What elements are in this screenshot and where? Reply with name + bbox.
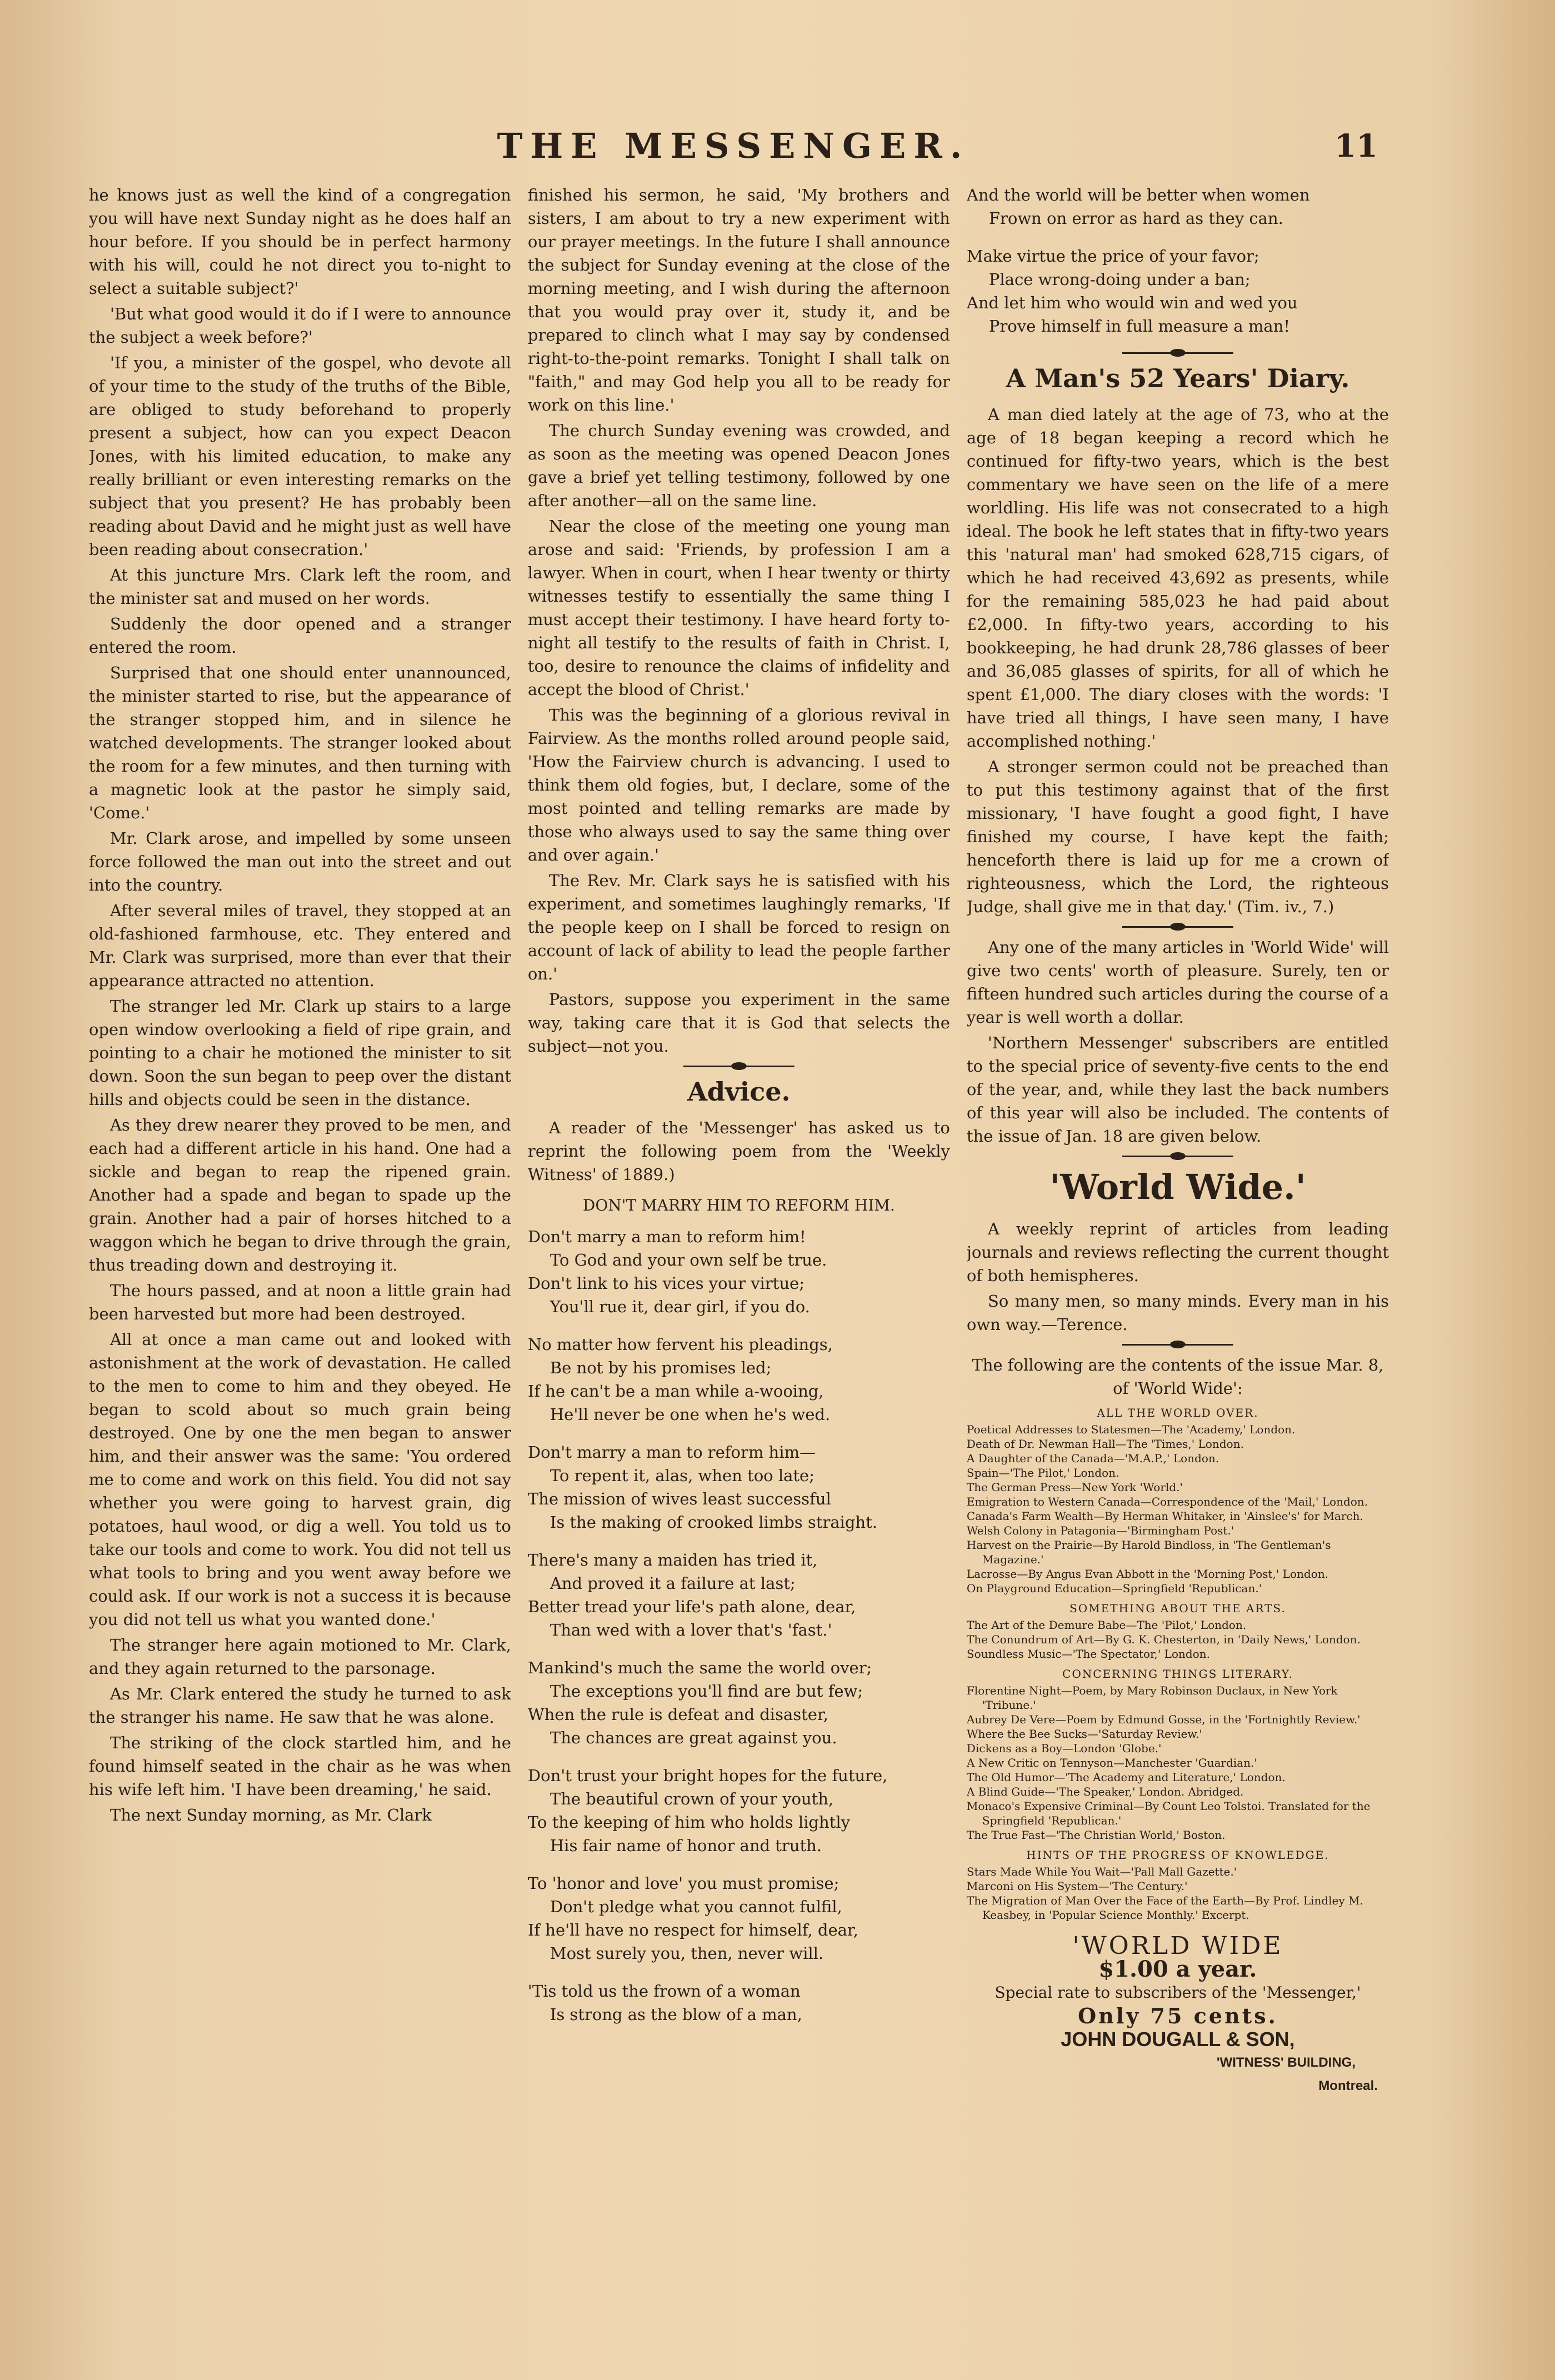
publisher-name: JOHN DOUGALL & SON,: [1061, 2028, 1295, 2051]
poem-line: The chances are great against you.: [550, 1728, 837, 1747]
poem-stanza: [967, 244, 1389, 338]
poem-line: Most surely you, then, never will.: [550, 1944, 824, 1963]
poem-line: 'Tis told us the frown of a woman: [528, 1982, 801, 2001]
paragraph: Near the close of the meeting one young man arose and said: 'Friends, by profession I am a lawyer. When in court, when I hear twenty or thirty witnesses testify to essentially the same thing I must accept their testimony. I have heard forty to-night all testify to the results of faith in Christ. I, too, desire to renounce the claims of infidelity and accept the blood of Christ.': [528, 517, 950, 699]
world-wide-subscription-box: [967, 1934, 1389, 2098]
poem-line: There's many a maiden has tried it,: [528, 1551, 818, 1569]
paragraph: finished his sermon, he said, 'My brothers and sisters, I am about to try a new experiment with our prayer meetings. In the future I shall announce the subject for Sunday evening at the close of the morning meeting, and I wish during the afternoon that you would pray over it, study it, and be prepared to clinch what I may say by condensed right-to-the-point remarks. Tonight I shall talk on "faith," and may God help you all to be ready for work on this line.': [528, 186, 950, 414]
paragraph: The striking of the clock startled him, and he found himself seated in the chair as he was when his wife left him. 'I have been dreaming,' he said.: [89, 1733, 511, 1799]
paragraph: The next Sunday morning, as Mr. Clark: [110, 1806, 432, 1824]
poem-line: The exceptions you'll find are but few;: [550, 1682, 863, 1701]
poem-line: Don't pledge what you cannot fulfil,: [550, 1897, 842, 1916]
poem-line: Don't link to his vices your virtue;: [528, 1274, 805, 1293]
contents-entry: The Old Humor—'The Academy and Literature,' London.: [967, 1771, 1286, 1784]
publisher-city: Montreal.: [1318, 2078, 1378, 2093]
poem-line: Frown on error as hard as they can.: [989, 209, 1283, 228]
poem-line: Don't marry a man to reform him!: [528, 1227, 806, 1246]
poem-line: Place wrong-doing under a ban;: [989, 270, 1251, 289]
divider-rule: [1122, 352, 1233, 354]
world-wide-motto: So many men, so many minds. Every man in his own way.—Terence.: [967, 1292, 1389, 1334]
contents-entry: Welsh Colony in Patagonia—'Birmingham Post.': [967, 1524, 1234, 1537]
contents-entry: Harvest on the Prairie—By Harold Bindloss, in 'The Gentleman's Magazine.': [967, 1538, 1331, 1566]
poem-stanza: [528, 1656, 950, 1749]
contents-section-title: SOMETHING ABOUT THE ARTS.: [1069, 1602, 1286, 1615]
paragraph: 'Northern Messenger' subscribers are entitled to the special price of seventy-five cents to the end of the year, and, while they last the back numbers of this year will also be included. The contents of the issue of Jan. 18 are given below.: [967, 1033, 1389, 1146]
advice-intro: A reader of the 'Messenger' has asked us to reprint the following poem from the 'Weekly Witness' of 1889.): [528, 1118, 950, 1184]
contents-section: [967, 1848, 1389, 1922]
poem-line: To 'honor and love' you must promise;: [528, 1874, 839, 1893]
poem-line: Is the making of crooked limbs straight.: [550, 1513, 878, 1532]
poem-line: Don't marry a man to reform him—: [528, 1443, 816, 1462]
world-wide-intro: A weekly reprint of articles from leading journals and reviews reflecting the current thought of both hemispheres.: [967, 1219, 1389, 1285]
paragraph: 'If you, a minister of the gospel, who devote all of your time to the study of the truths of the Bible, are obliged to study beforehand to properly present a subject, how can you expect Deacon Jones, with his limited education, to make any really brilliant or even interesting remarks on the subject that you present? He has probably been reading about David and he might just as well have been reading about consecration.': [89, 353, 511, 559]
paragraph: 'But what good would it do if I were to announce the subject a week before?': [89, 304, 511, 347]
world-wide-only-price: Only 75 cents.: [1078, 2003, 1278, 2028]
poem-line: And let him who would win and wed you: [967, 293, 1298, 312]
advice-heading: Advice.: [687, 1077, 791, 1107]
divider-rule: [1122, 1344, 1233, 1346]
poem-stanza: [528, 1225, 950, 1318]
contents-entry: Monaco's Expensive Criminal—By Count Leo Tolstoi. Translated for the Springfield 'Republican.': [967, 1799, 1371, 1827]
contents-entry: The Migration of Man Over the Face of the Earth—By Prof. Lindley M. Keasbey, in 'Popular Science Monthly.' Excerpt.: [967, 1894, 1363, 1922]
contents-entry: Aubrey De Vere—Poem by Edmund Gosse, in the 'Fortnightly Review.': [967, 1713, 1361, 1726]
contents-entry: On Playground Education—Springfield 'Republican.': [967, 1582, 1262, 1595]
contents-entry: A New Critic on Tennyson—Manchester 'Guardian.': [967, 1756, 1257, 1769]
paragraph: This was the beginning of a glorious revival in Fairview. As the months rolled around people said, 'How the Fairview church is advancing. I used to think them old fogies, but, I declare, some of the most pointed and telling remarks are made by those who always used to say the same thing over and over again.': [528, 706, 950, 864]
contents-entry: Emigration to Western Canada—Correspondence of the 'Mail,' London.: [967, 1495, 1368, 1508]
poem-stanza: [528, 1333, 950, 1426]
paragraph: he knows just as well the kind of a congregation you will have next Sunday night as he does half an hour before. If you should be in perfect harmony with his will, could he not direct you to-night to select a suitable subject?': [89, 186, 511, 298]
poem-line: Than wed with a lover that's 'fast.': [550, 1621, 832, 1639]
poem-line: You'll rue it, dear girl, if you do.: [550, 1297, 810, 1316]
poem-line: Better tread your life's path alone, dear,: [528, 1597, 856, 1616]
poem-title: DON'T MARRY HIM TO REFORM HIM.: [583, 1196, 895, 1214]
contents-entry: Death of Dr. Newman Hall—The 'Times,' London.: [967, 1437, 1244, 1451]
divider-rule: [1122, 1156, 1233, 1157]
world-wide-contents-intro: The following are the contents of the issue Mar. 8, of 'World Wide':: [972, 1356, 1384, 1398]
paragraph: Pastors, suppose you experiment in the same way, taking care that it is God that selects the subject—not you.: [528, 990, 950, 1056]
contents-entry: Lacrosse—By Angus Evan Abbott in the 'Morning Post,' London.: [967, 1567, 1329, 1581]
paragraph: Any one of the many articles in 'World Wide' will give two cents' worth of pleasure. Surely, ten or fifteen hundred such articles during the course of a year is well worth a dollar.: [967, 938, 1389, 1027]
contents-entry: The Conundrum of Art—By G. K. Chesterton, in 'Daily News,' London.: [967, 1633, 1361, 1646]
poem-line: If he can't be a man while a-wooing,: [528, 1382, 824, 1401]
poem-line: The mission of wives least successful: [528, 1489, 831, 1508]
contents-entry: Florentine Night—Poem, by Mary Robinson Duclaux, in New York 'Tribune.': [967, 1684, 1338, 1712]
poem-line: His fair name of honor and truth.: [550, 1836, 822, 1855]
diary-heading: A Man's 52 Years' Diary.: [1006, 363, 1350, 393]
paragraph: A stronger sermon could not be preached than to put this testimony against that of the first missionary, 'I have fought a good fight, I have finished my course, I have kept the faith; henceforth there is laid up for me a crown of righteousness, which the Lord, the righteous Judge, shall give me in that day.' (Tim. iv., 7.): [967, 757, 1389, 916]
poem-line: To the keeping of him who holds lightly: [528, 1813, 851, 1832]
paragraph: The stranger led Mr. Clark up stairs to a large open window overlooking a field of ripe grain, and pointing to a chair he motioned the minister to sit down. Soon the sun began to peep over the distant hills and objects could be seen in the distance.: [89, 997, 511, 1109]
poem-stanza: [528, 1979, 950, 2026]
poem-line: And proved it a failure at last;: [550, 1574, 796, 1593]
poem-line: The beautiful crown of your youth,: [550, 1789, 834, 1808]
poem-line: And the world will be better when women: [967, 186, 1310, 204]
column-1: [89, 183, 511, 2328]
column-2: [528, 183, 950, 2328]
world-wide-price: $1.00 a year.: [1098, 1956, 1257, 1982]
contents-section: [967, 1667, 1389, 1842]
paragraph: Mr. Clark arose, and impelled by some unseen force followed the man out into the street and out into the country.: [89, 829, 511, 894]
paragraph: At this juncture Mrs. Clark left the room, and the minister sat and mused on her words.: [89, 566, 511, 608]
contents-entry: A Daughter of the Canada—'M.A.P.,' London.: [967, 1452, 1219, 1465]
poem-stanza: [528, 1764, 950, 1857]
publisher-address: 'WITNESS' BUILDING,: [1216, 2055, 1356, 2070]
contents-section-title: ALL THE WORLD OVER.: [1097, 1406, 1259, 1419]
masthead-title: THE MESSENGER.: [497, 126, 970, 166]
poem-stanza: [528, 1872, 950, 1965]
contents-entry: The Art of the Demure Babe—The 'Pilot,' London.: [967, 1618, 1247, 1632]
contents-section-title: CONCERNING THINGS LITERARY.: [1062, 1667, 1293, 1681]
divider-rule: [683, 1066, 794, 1067]
contents-entry: Dickens as a Boy—London 'Globe.': [967, 1742, 1162, 1755]
contents-entry: The True Fast—'The Christian World,' Boston.: [967, 1828, 1226, 1842]
poem-line: To God and your own self be true.: [550, 1251, 827, 1269]
world-wide-heading: 'World Wide.': [1049, 1167, 1306, 1207]
paragraph: A man died lately at the age of 73, who at the age of 18 began keeping a record which he continued for fifty-two years, which is the best commentary we have seen on the life of a mere worldling. His life was not consecrated to a high ideal. The book he left states that in fifty-two years this 'natural man' had smoked 628,715 cigars, of which he had received 43,692 as presents, while for the remaining 585,023 he had paid about £2,000. In fifty-two years, according to his bookkeeping, he had drunk 28,786 glasses of beer and 36,085 glasses of spirits, for all of which he spent £1,000. The diary closes with the words: 'I have tried all things, I have seen many, I have accomplished nothing.': [967, 405, 1389, 751]
poem-line: Be not by his promises led;: [550, 1358, 772, 1377]
contents-entry: Canada's Farm Wealth—By Herman Whitaker, in 'Ainslee's' for March.: [967, 1509, 1363, 1523]
contents-entry: Poetical Addresses to Statesmen—The 'Academy,' London.: [967, 1423, 1296, 1436]
contents-entry: A Blind Guide—'The Speaker,' London. Abridged.: [967, 1785, 1244, 1798]
poem-line: When the rule is defeat and disaster,: [528, 1705, 828, 1724]
paragraph: The Rev. Mr. Clark says he is satisfied with his experiment, and sometimes laughingly remarks, 'If the people keep on I shall be forced to resign on account of lack of ability to lead the people farther on.': [528, 871, 950, 983]
paragraph: As they drew nearer they proved to be men, and each had a different article in his hand. One had a sickle and began to reap the ripened grain. Another had a spade and began to spade up the grain. Another had a pair of horses hitched to a waggon which he began to drive through the grain, thus treading down and destroying it.: [89, 1116, 511, 1274]
poem-stanza: [528, 1441, 950, 1534]
masthead: [89, 121, 1378, 171]
paragraph: After several miles of travel, they stopped at an old-fashioned farmhouse, etc. They entered and Mr. Clark was surprised, more than ever that their appearance attracted no attention.: [89, 901, 511, 990]
paragraph: The hours passed, and at noon a little grain had been harvested but more had been destroyed.: [89, 1281, 511, 1323]
column-3: [967, 183, 1389, 2328]
poem-line: Make virtue the price of your favor;: [967, 247, 1259, 266]
paragraph: As Mr. Clark entered the study he turned to ask the stranger his name. He saw that he was alone.: [89, 1684, 511, 1727]
poem-line: Don't trust your bright hopes for the future,: [528, 1766, 888, 1785]
paragraph: Suddenly the door opened and a stranger entered the room.: [89, 614, 511, 657]
contents-section-title: HINTS OF THE PROGRESS OF KNOWLEDGE.: [1026, 1848, 1329, 1862]
poem-line: He'll never be one when he's wed.: [550, 1405, 831, 1424]
contents-entry: The German Press—New York 'World.': [967, 1481, 1183, 1494]
paragraph: The church Sunday evening was crowded, and as soon as the meeting was opened Deacon Jones gave a brief yet telling testimony, followed by one after another—all on the same line.: [528, 421, 950, 510]
paragraph: Surprised that one should enter unannounced, the minister started to rise, but the appearance of the stranger stopped him, and in silence he watched developments. The stranger looked about the room for a few minutes, and then turning with a magnetic look at the pastor he simply said, 'Come.': [89, 663, 511, 822]
poem-stanza: [528, 1548, 950, 1642]
contents-entry: Soundless Music—'The Spectator,' London.: [967, 1647, 1210, 1661]
page-number: 11: [1334, 128, 1378, 164]
contents-entry: Where the Bee Sucks—'Saturday Review.': [967, 1727, 1203, 1741]
poem-line: Mankind's much the same the world over;: [528, 1658, 872, 1677]
poem-line: If he'll have no respect for himself, dear,: [528, 1921, 858, 1939]
contents-entry: Marconi on His System—'The Century.': [967, 1879, 1188, 1893]
poem-line: No matter how fervent his pleadings,: [528, 1335, 833, 1354]
contents-entry: Stars Made While You Wait—'Pall Mall Gazette.': [967, 1865, 1237, 1878]
divider-rule: [1122, 926, 1233, 928]
contents-entry: Spain—'The Pilot,' London.: [967, 1466, 1119, 1479]
poem-line: Prove himself in full measure a man!: [989, 317, 1291, 336]
contents-section: [967, 1601, 1389, 1661]
poem-stanza: [967, 183, 1389, 230]
paragraph: The stranger here again motioned to Mr. Clark, and they again returned to the parsonage.: [89, 1636, 511, 1678]
contents-section: [967, 1406, 1389, 1596]
world-wide-box-title: 'WORLD WIDE: [1072, 1932, 1283, 1960]
poem-line: To repent it, alas, when too late;: [550, 1466, 815, 1485]
poem-line: Is strong as the blow of a man,: [550, 2005, 802, 2024]
paragraph: All at once a man came out and looked with astonishment at the work of devastation. He called to the men to come to him and they obeyed. He began to scold about so much grain being destroyed. One by one the men began to answer him, and their answer was the same: 'You ordered me to come and work on this field. You did not say whether you were going to harvest grain, dig potatoes, haul wood, or dig a well. You told us to take our tools and come to work. You did not tell us what tools to bring and you went away before we could ask. If our work is not a success it is because you did not tell us what you wanted done.': [89, 1330, 511, 1629]
world-wide-special-rate: Special rate to subscribers of the 'Messenger,': [994, 1983, 1361, 2002]
